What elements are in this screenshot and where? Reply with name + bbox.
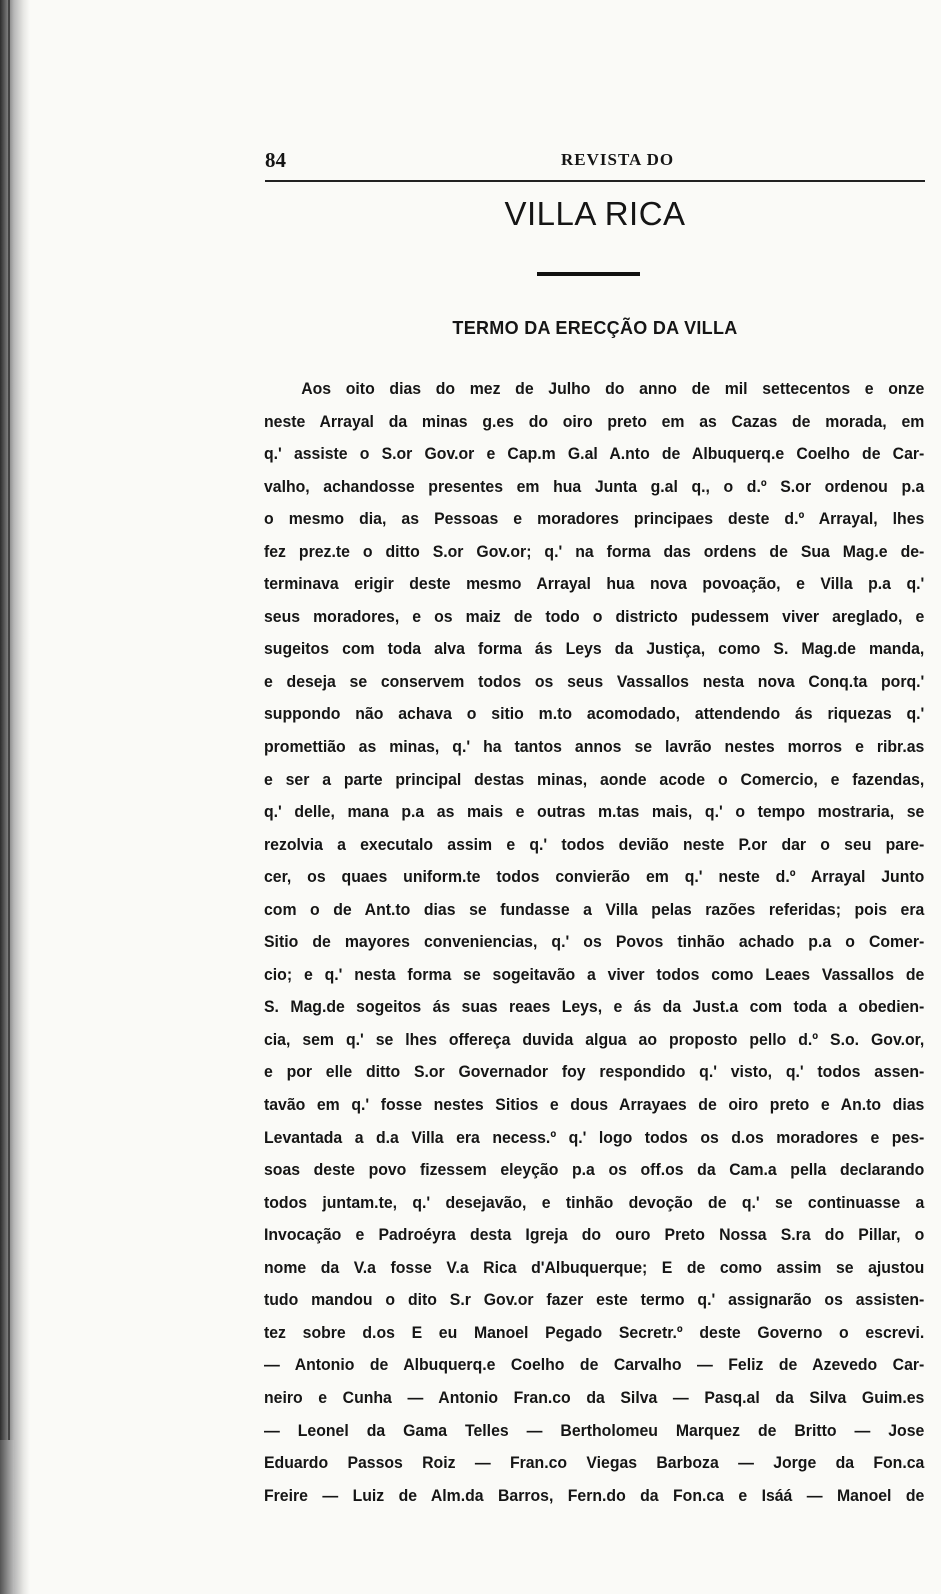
text-line: e ser a parte principal destas minas, aonde acode o Comercio, e fazendas, (264, 769, 925, 789)
page-number: 84 (265, 148, 286, 172)
text-line: neiro e Cunha — Antonio Fran.co da Silva — Pasq.al da Silva Guim.es (264, 1387, 925, 1407)
text-line: S. Mag.de sogeitos ás suas reaes Leys, e ás da Just.a com toda a obedien- (264, 997, 925, 1017)
text-line: Sitio de mayores conveniencias, q.' os Povos tinhão achado p.a o Comer- (264, 932, 925, 952)
text-line: neste Arrayal da minas g.es do oiro preto em as Cazas de morada, em (264, 411, 925, 431)
text-line: q.' assiste o S.or Gov.or e Cap.m G.al A.nto de Albuquerq.e Coelho de Car- (264, 444, 925, 464)
text-line: soas deste povo fizessem eleyção p.a os off.os da Cam.a pella declarando (264, 1160, 925, 1180)
text-line: e deseja se conservem todos os seus Vassallos nesta nova Conq.ta porq.' (264, 671, 925, 691)
running-head: REVISTA DO (561, 150, 675, 169)
binding-edge-line (8, 0, 10, 1594)
text-line: suppondo não achava o sitio m.to acomodado, attendendo ás riquezas q.' (264, 704, 925, 724)
document-title: VILLA RICA (504, 195, 686, 232)
text-line: — Antonio de Albuquerq.e Coelho de Carvalho — Feliz de Azevedo Car- (264, 1355, 925, 1375)
text-line: Levantada a d.a Villa era necess.º q.' logo todos os d.os moradores e pes- (264, 1127, 925, 1147)
text-line: Freire — Luiz de Alm.da Barros, Fern.do da Fon.ca e Isáá — Manoel de (264, 1485, 925, 1505)
header-rule (265, 180, 925, 182)
text-line: — Leonel da Gama Telles — Bertholomeu Marquez de Britto — Jose (264, 1420, 925, 1440)
text-line: q.' delle, mana p.a as mais e outras m.tas mais, q.' o tempo mostraria, se (264, 802, 925, 822)
text-line: tudo mandou o dito S.r Gov.or fazer este termo q.' assignarão os assisten- (264, 1290, 925, 1310)
text-line: cio; e q.' nesta forma se sogeitavão a viver todos como Leaes Vassallos de (264, 964, 925, 984)
text-line: Invocação e Padroéyra desta Igreja do ouro Preto Nossa S.ra do Pillar, o (264, 1225, 925, 1245)
text-line: tez sobre d.os E eu Manoel Pegado Secretr.º deste Governo o escrevi. (264, 1322, 925, 1342)
title-rule (537, 272, 640, 276)
text-line: e por elle ditto S.or Governador foy respondido q.' visto, q.' todos assen- (264, 1062, 925, 1082)
text-line: nome da V.a fosse V.a Rica d'Albuquerque; E de como assim se ajustou (264, 1257, 925, 1277)
text-line: sugeitos com toda alva forma ás Leys da Justiça, como S. Mag.de manda, (264, 639, 925, 659)
text-line: promettião as minas, q.' ha tantos annos se lavrão nestes morros e ribr.as (264, 737, 925, 757)
document-subtitle: TERMO DA ERECÇÃO DA VILLA (452, 318, 738, 338)
page-header (265, 146, 925, 180)
body-text (264, 373, 924, 1512)
text-line: seus moradores, e os maiz de todo o districto pudessem viver areglado, e (264, 606, 925, 626)
text-line: valho, achandosse presentes em hua Junta g.al q., o d.º S.or ordenou p.a (264, 476, 925, 496)
text-line: tavão em q.' fosse nestes Sitios e dous Arrayaes de oiro preto e An.to dias (264, 1095, 925, 1115)
binding-edge-line (0, 1440, 14, 1594)
text-line: terminava erigir deste mesmo Arrayal hua nova povoação, e Villa p.a q.' (264, 574, 925, 594)
text-line: Aos oito dias do mez de Julho do anno de mil settecentos e onze (301, 379, 925, 398)
text-line: Eduardo Passos Roiz — Fran.co Viegas Barboza — Jorge da Fon.ca (264, 1453, 925, 1473)
book-binding-shadow (0, 0, 30, 1594)
text-line: todos juntam.te, q.' desejavão, e tinhão devoção de q.' se continuasse a (264, 1192, 925, 1212)
text-line: rezolvia a executalo assim e q.' todos devião neste P.or dar o seu pare- (264, 834, 925, 854)
text-line: o mesmo dia, as Pessoas e moradores principaes deste d.º Arrayal, lhes (264, 509, 925, 529)
text-line: fez prez.te o ditto S.or Gov.or; q.' na forma das ordens de Sua Mag.e de- (264, 541, 925, 561)
text-line: cer, os quaes uniform.te todos convierão em q.' neste d.º Arrayal Junto (264, 867, 925, 887)
text-line: com o de Ant.to dias se fundasse a Villa pelas razões referidas; pois era (264, 899, 925, 919)
text-line: cia, sem q.' se lhes offereça duvida algua ao proposto pello d.º S.o. Gov.or, (264, 1029, 925, 1049)
